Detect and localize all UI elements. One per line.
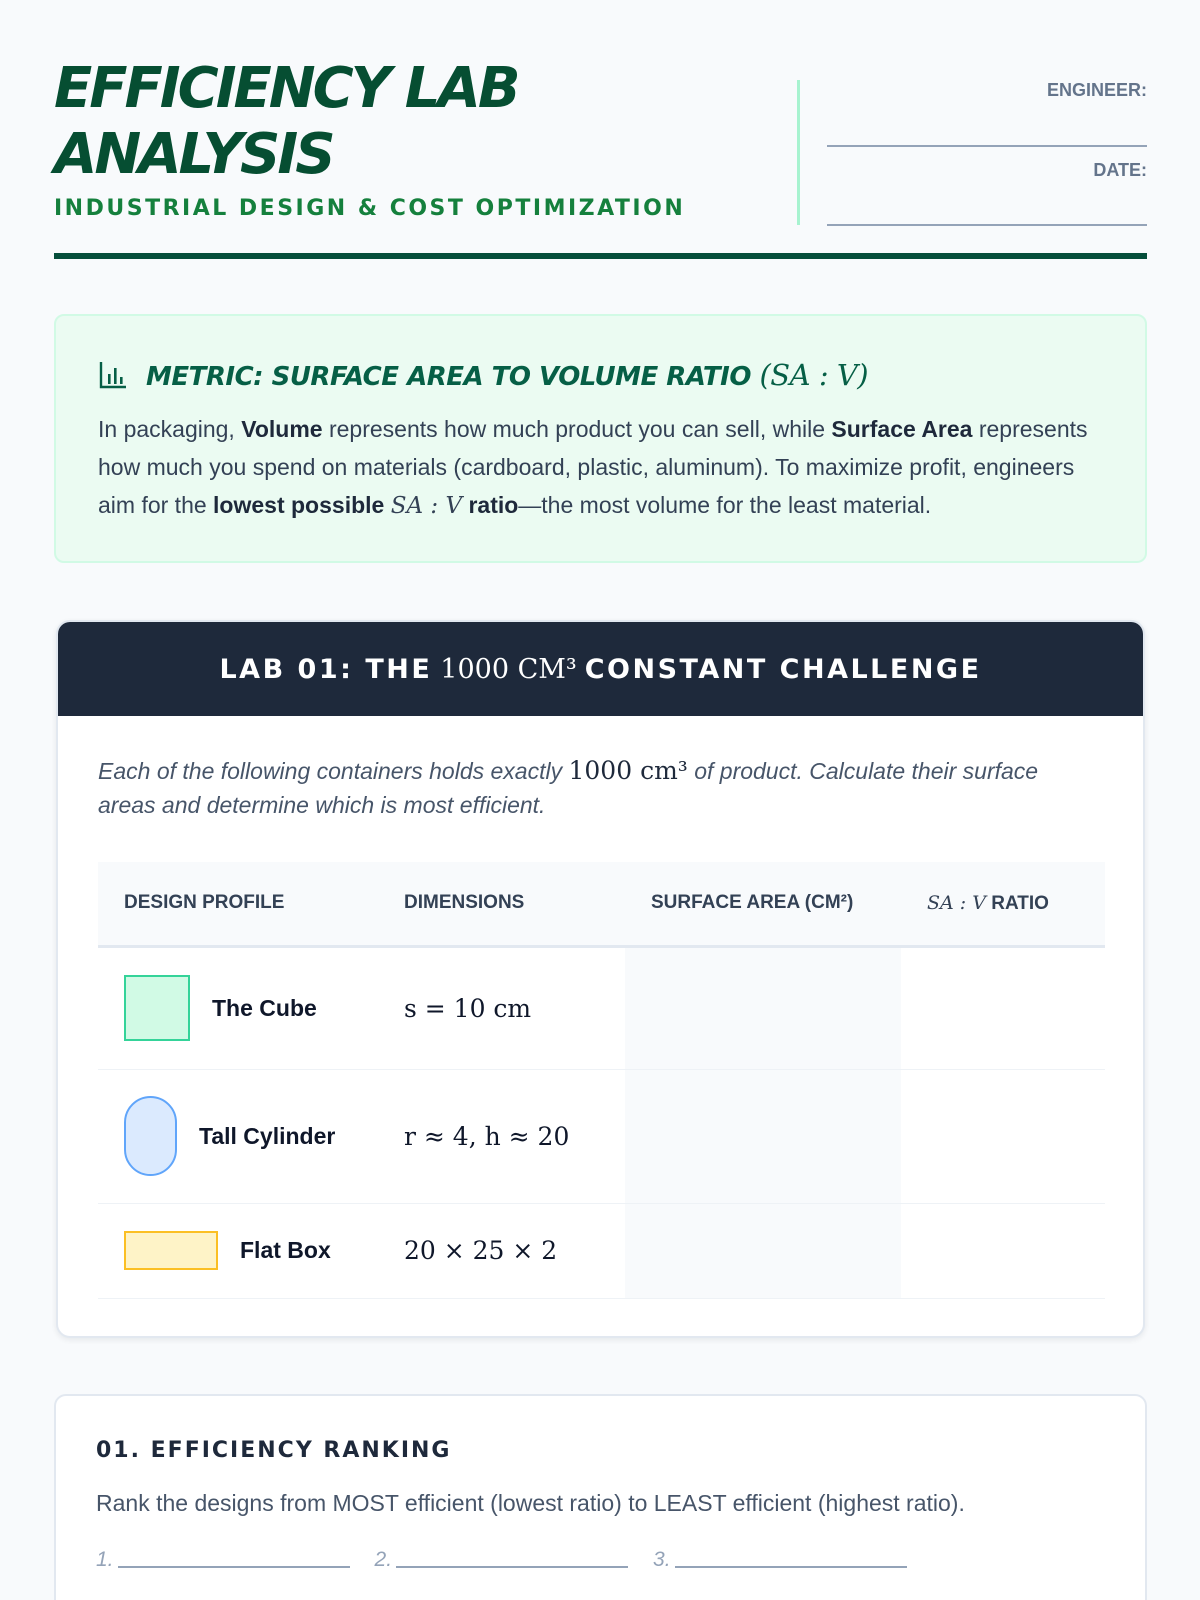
metric-title-math: (SA : V) <box>759 358 869 392</box>
metric-text: represents how much product you can sell, while <box>322 416 832 442</box>
ranking-title: 01. EFFICIENCY RANKING <box>96 1438 452 1463</box>
metric-math: SA : V <box>390 493 463 519</box>
rank-number: 1. <box>96 1548 114 1571</box>
ranking-slots <box>96 1548 932 1572</box>
profile-name: The Cube <box>212 994 317 1021</box>
table-row <box>98 1203 1105 1298</box>
lab-heading-math: 1000 CM³ <box>440 653 577 685</box>
ratio-header-label: RATIO <box>991 892 1049 914</box>
metric-text: represents how much you spend on materials (cardboard, plastic, aluminum). To maximize profit, engineers aim for the <box>98 416 1088 518</box>
dimensions-cell: r ≈ 4, h ≈ 20 <box>378 1069 625 1203</box>
rank-slot[interactable] <box>96 1548 350 1572</box>
lab-heading <box>58 622 1143 716</box>
rank-slot[interactable] <box>375 1548 629 1572</box>
column-header-surface-area: SURFACE AREA (CM²) <box>625 862 901 946</box>
metric-text: In packaging, <box>98 416 242 442</box>
lab-instructions <box>98 754 1098 822</box>
surface-area-input[interactable] <box>625 1069 901 1203</box>
date-field[interactable] <box>827 224 1147 226</box>
metric-emphasis: Surface Area <box>831 416 973 442</box>
table-row <box>98 946 1105 1069</box>
title-line-2: ANALYSIS <box>54 122 333 187</box>
table-header-row <box>98 862 1105 946</box>
cube-shape-icon <box>124 975 190 1041</box>
metric-heading <box>98 358 868 392</box>
metric-text: —the most volume for the least material. <box>518 492 932 518</box>
rank-blank[interactable] <box>118 1566 350 1568</box>
lab-heading-text: CONSTANT CHALLENGE <box>584 653 982 685</box>
ratio-input[interactable] <box>901 1203 1105 1298</box>
column-header-profile: DESIGN PROFILE <box>98 862 378 946</box>
metric-emphasis: Volume <box>241 416 323 442</box>
dimensions-cell: 20 × 25 × 2 <box>378 1203 625 1298</box>
metric-emphasis: ratio <box>468 492 519 518</box>
rank-number: 3. <box>653 1548 671 1571</box>
ranking-instructions: Rank the designs from MOST efficient (lowest ratio) to LEAST efficient (highest ratio). <box>96 1490 965 1516</box>
page-title <box>54 56 774 188</box>
rank-slot[interactable] <box>653 1548 907 1572</box>
engineer-label: ENGINEER: <box>1046 80 1147 100</box>
bar-chart-icon <box>98 360 128 390</box>
profile-name: Tall Cylinder <box>199 1122 336 1149</box>
header-rule <box>54 253 1147 259</box>
surface-area-input[interactable] <box>625 1203 901 1298</box>
lab-intro-text: of product. Calculate their surface areas and determine which is most efficient. <box>98 758 1039 818</box>
column-header-ratio <box>901 862 1105 946</box>
container-table <box>98 862 1105 1299</box>
lab-heading-text: LAB 01: THE <box>219 653 433 685</box>
dimensions-cell: s = 10 cm <box>378 946 625 1069</box>
flat-box-shape-icon <box>124 1231 218 1270</box>
title-line-1: EFFICIENCY LAB <box>54 56 518 121</box>
metric-title-text: METRIC: SURFACE AREA TO VOLUME RATIO <box>146 362 751 392</box>
metric-emphasis: lowest possible <box>213 492 385 518</box>
column-header-dimensions: DIMENSIONS <box>378 862 625 946</box>
page-subtitle: INDUSTRIAL DESIGN & COST OPTIMIZATION <box>54 196 686 221</box>
page-header <box>54 56 1147 261</box>
ranking-section <box>54 1394 1147 1600</box>
ratio-input[interactable] <box>901 946 1105 1069</box>
profile-name: Flat Box <box>240 1237 331 1263</box>
header-divider <box>797 80 800 225</box>
profile-cell <box>98 1203 378 1298</box>
lab-card <box>56 620 1145 1338</box>
rank-blank[interactable] <box>396 1566 628 1568</box>
profile-cell <box>98 946 378 1069</box>
surface-area-input[interactable] <box>625 946 901 1069</box>
lab-intro-text: Each of the following containers holds exactly <box>98 758 563 784</box>
ratio-input[interactable] <box>901 1069 1105 1203</box>
rank-blank[interactable] <box>675 1566 907 1568</box>
metric-callout <box>54 314 1147 563</box>
rank-number: 2. <box>374 1548 393 1571</box>
ratio-header-math: SA : V <box>927 891 986 914</box>
profile-cell <box>98 1069 378 1203</box>
date-label: DATE: <box>1093 160 1147 180</box>
cylinder-shape-icon <box>124 1096 177 1176</box>
table-row <box>98 1069 1105 1203</box>
engineer-field[interactable] <box>827 145 1147 147</box>
metric-description <box>98 410 1108 525</box>
lab-intro-math: 1000 cm³ <box>568 756 688 785</box>
